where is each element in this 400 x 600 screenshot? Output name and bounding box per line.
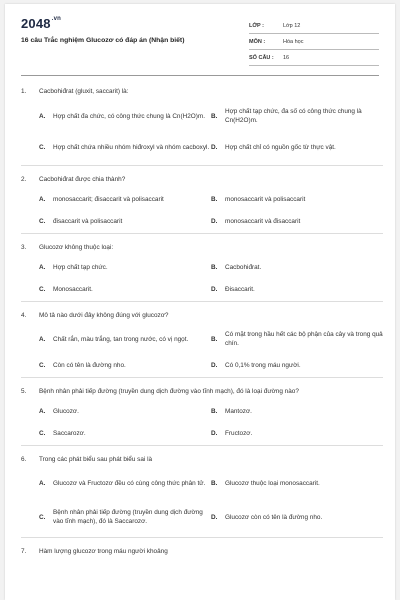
question-separator <box>21 233 383 234</box>
option-letter: D. <box>211 513 218 521</box>
option-text: Fructozơ. <box>225 429 253 437</box>
option-letter: D. <box>211 285 218 293</box>
option-text: Monosaccarit. <box>53 285 93 293</box>
option-a[interactable] <box>39 192 211 206</box>
option-letter: B. <box>211 263 218 271</box>
option-text: Mantozơ. <box>225 407 252 415</box>
meta-row-class <box>249 18 379 34</box>
options <box>5 260 395 296</box>
logo-text: 2048 <box>21 16 51 31</box>
document-page <box>5 4 395 600</box>
options <box>5 472 395 532</box>
option-text: Cacbohiđrat. <box>225 263 262 271</box>
option-a[interactable] <box>39 104 211 128</box>
option-letter: B. <box>211 112 218 120</box>
option-b[interactable] <box>211 404 383 418</box>
meta-row-subject <box>249 34 379 50</box>
meta-key: MÔN : <box>249 38 266 45</box>
option-b[interactable] <box>211 472 383 494</box>
question-separator <box>21 165 383 166</box>
option-text: Hợp chất đa chức, có công thức chung là Cn(H2O)m. <box>53 112 205 120</box>
option-text: Glucozơ và Fructozơ đều có cùng công thức phân tử. <box>53 479 206 487</box>
question-text: Glucozơ không thuộc loại: <box>39 243 114 251</box>
option-c[interactable] <box>39 426 211 440</box>
option-a[interactable] <box>39 472 211 494</box>
option-c[interactable] <box>39 134 211 160</box>
option-letter: A. <box>39 335 46 343</box>
question-number: 3. <box>21 243 27 251</box>
question-text: Bệnh nhân phải tiếp đường (truyền dung dịch đường vào tĩnh mạch), đó là loại đường nào? <box>39 387 299 395</box>
option-letter: B. <box>211 335 218 343</box>
option-c[interactable] <box>39 358 211 372</box>
option-text: Đisaccarit. <box>225 285 255 293</box>
logo-suffix: .vn <box>51 16 62 22</box>
option-letter: C. <box>39 143 46 151</box>
question-item <box>5 544 395 558</box>
question-separator <box>21 445 383 446</box>
option-d[interactable] <box>211 502 383 532</box>
option-c[interactable] <box>39 502 211 532</box>
question-separator <box>21 377 383 378</box>
option-text: Hợp chất tạp chức, đa số có công thức chung là Cn(H2O)m. <box>225 108 362 124</box>
option-d[interactable] <box>211 134 383 160</box>
document-title: 16 câu Trắc nghiệm Glucozơ có đáp án (Nhận biết) <box>21 37 185 44</box>
question-item <box>5 452 395 466</box>
option-text: đisaccarit và polisaccarit <box>53 217 123 225</box>
option-letter: D. <box>211 143 218 151</box>
option-text: monosaccarit và đisaccarit <box>225 217 301 225</box>
option-text: Hợp chất chỉ có nguồn gốc từ thực vật. <box>225 143 336 151</box>
option-b[interactable] <box>211 328 383 350</box>
option-a[interactable] <box>39 260 211 274</box>
meta-key: LỚP : <box>249 22 264 29</box>
option-text: Có mặt trong hầu hết các bộ phận của cây và trong quả chín. <box>225 331 383 347</box>
options <box>5 104 395 160</box>
option-letter: A. <box>39 407 46 415</box>
question-item <box>5 84 395 98</box>
option-letter: C. <box>39 513 46 521</box>
option-b[interactable] <box>211 104 383 128</box>
option-text: monosaccarit; đisaccarit và polisaccarit <box>53 195 164 203</box>
option-a[interactable] <box>39 328 211 350</box>
question-text: Cacbohiđrat (gluxit, saccarit) là: <box>39 87 129 95</box>
meta-row-count <box>249 50 379 66</box>
option-b[interactable] <box>211 192 383 206</box>
option-letter: B. <box>211 407 218 415</box>
option-letter: A. <box>39 112 46 120</box>
question-item <box>5 308 395 322</box>
question-text: Mô tả nào dưới đây không đúng với glucozơ? <box>39 311 169 319</box>
question-number: 6. <box>21 455 27 463</box>
options <box>5 192 395 228</box>
option-text: Còn có tên là đường nho. <box>53 361 126 369</box>
option-letter: A. <box>39 263 46 271</box>
question-separator <box>21 301 383 302</box>
option-d[interactable] <box>211 358 383 372</box>
option-text: Có 0,1% trong máu người. <box>225 361 301 369</box>
question-number: 2. <box>21 175 27 183</box>
option-letter: C. <box>39 217 46 225</box>
question-separator <box>21 537 383 538</box>
question-item <box>5 384 395 398</box>
option-letter: C. <box>39 285 46 293</box>
document-meta-table <box>249 18 379 66</box>
meta-value: 16 <box>283 54 290 61</box>
option-a[interactable] <box>39 404 211 418</box>
question-number: 7. <box>21 547 27 555</box>
meta-value: Hóa học <box>283 38 304 45</box>
option-text: Glucozơ còn có tên là đường nho. <box>225 513 323 521</box>
option-text: Glucozơ thuộc loại monosaccarit. <box>225 479 320 487</box>
header-divider <box>21 75 379 76</box>
option-text: monosaccarit và polisaccarit <box>225 195 306 203</box>
site-logo[interactable] <box>21 16 61 31</box>
option-letter: D. <box>211 217 218 225</box>
document-header <box>5 4 395 70</box>
option-d[interactable] <box>211 282 383 296</box>
question-text: Hàm lượng glucozơ trong máu người khoảng <box>39 547 168 555</box>
question-item <box>5 172 395 186</box>
option-letter: C. <box>39 429 46 437</box>
option-letter: A. <box>39 195 46 203</box>
question-number: 1. <box>21 87 27 95</box>
option-text: Hợp chất tạp chức. <box>53 263 108 271</box>
question-number: 5. <box>21 387 27 395</box>
option-text: Chất rắn, màu trắng, tan trong nước, có vị ngọt. <box>53 335 189 343</box>
option-letter: B. <box>211 195 218 203</box>
option-d[interactable] <box>211 214 383 228</box>
question-item <box>5 240 395 254</box>
question-text: Trong các phát biểu sau phát biểu sai là <box>39 455 153 463</box>
question-number: 4. <box>21 311 27 319</box>
option-letter: C. <box>39 361 46 369</box>
option-text: Hợp chất chứa nhiều nhóm hiđroxyl và nhóm cacboxyl. <box>53 143 210 151</box>
question-list <box>5 84 395 558</box>
option-text: Saccarozơ. <box>53 429 86 437</box>
option-c[interactable] <box>39 214 211 228</box>
option-d[interactable] <box>211 426 383 440</box>
option-b[interactable] <box>211 260 383 274</box>
meta-key: SỐ CÂU : <box>249 54 274 61</box>
option-letter: A. <box>39 479 46 487</box>
options <box>5 404 395 440</box>
options <box>5 328 395 372</box>
option-letter: D. <box>211 429 218 437</box>
option-c[interactable] <box>39 282 211 296</box>
option-text: Bệnh nhân phải tiếp đường (truyền dung dịch đường vào tĩnh mạch), đó là Saccarozơ. <box>53 509 203 525</box>
meta-value: Lớp 12 <box>283 22 301 29</box>
option-letter: B. <box>211 479 218 487</box>
option-letter: D. <box>211 361 218 369</box>
option-text: Glucozơ. <box>53 407 79 415</box>
question-text: Cacbohiđrat được chia thành? <box>39 175 126 183</box>
